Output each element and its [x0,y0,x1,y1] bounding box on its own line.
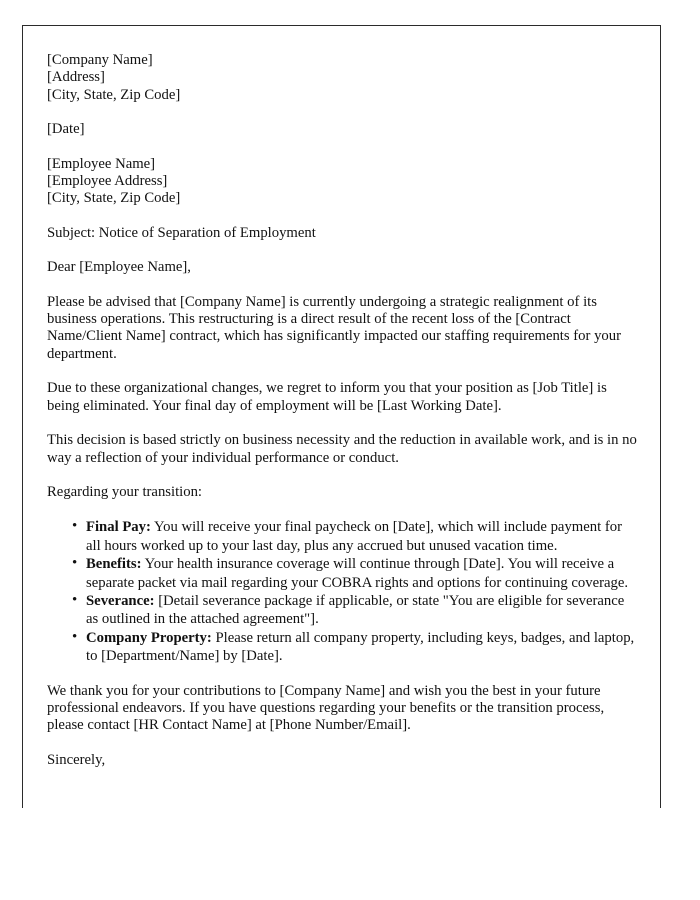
list-item [47,629,637,666]
subject-line: Subject: Notice of Separation of Employment [47,224,316,241]
sender-address: [Address] [47,69,105,86]
bullet-body [86,556,628,590]
closing-paragraph: We thank you for your contributions to [Company Name] and wish you the best in your future professional endeavors. If you have questions regarding your benefits or the transition process, please contact [HR Contact Name] at [Phone Number/Email]. [47,682,605,734]
transition-lead-line: Regarding your transition: [47,483,203,500]
body-paragraph-2: Due to these organizational changes, we regret to inform you that your position as [Job Title] is being eliminated. Your final day of employment will be [Last Working Date]. [47,380,607,414]
bullet-point-icon: • [72,518,78,535]
sender-company-name: [Company Name] [47,52,153,68]
document-body [23,26,660,769]
date-line: [Date] [47,121,85,138]
bullet-point-icon: • [72,628,78,645]
bullet-label: Company Property: [86,629,212,646]
transition-bullet-list [47,518,637,665]
recipient-name: [Employee Name] [47,155,156,172]
bullet-detail: Your health insurance coverage will continue through [Date]. You will receive a separate packet via mail regarding your COBRA rights and options for continuing coverage. [86,556,629,591]
list-item [47,592,637,629]
bullet-body [86,630,634,664]
date-block [47,121,637,138]
recipient-city-state-zip: [City, State, Zip Code] [47,190,181,207]
bullet-body [86,593,624,627]
salutation-line: Dear [Employee Name], [47,259,191,276]
bullet-point-icon: • [72,591,78,608]
body-paragraph-3: This decision is based strictly on business necessity and the reduction in available work, and is in no way a reflection of your individual performance or conduct. [47,432,637,466]
document-page [22,25,661,808]
sign-off-line: Sincerely, [47,751,106,768]
list-item [47,518,637,555]
sender-city-state-zip: [City, State, Zip Code] [47,86,181,103]
bullet-label: Final Pay: [86,519,151,536]
sender-address-block [47,52,637,104]
bullet-body [86,519,622,553]
recipient-address: [Employee Address] [47,173,168,190]
bullet-detail: Please return all company property, including keys, badges, and laptop, to [Department/Name] by [Date]. [86,629,635,665]
recipient-address-block [47,156,637,208]
body-paragraph-1: Please be advised that [Company Name] is currently undergoing a strategic realignment of its business operations. This restructuring is a direct result of the recent loss of the [Contract Name/Client Name] contract, which has significantly impacted our staffing requirements for your department. [47,293,621,362]
bullet-label: Severance: [86,592,155,609]
bullet-label: Benefits: [86,556,142,573]
bullet-point-icon: • [72,555,78,572]
bullet-detail: You will receive your final paycheck on [Date], which will include payment for all hours worked up to your last day, plus any accrued but unused vacation time. [86,519,622,554]
list-item [47,555,637,592]
bullet-detail: [Detail severance package if applicable, or state "You are eligible for severance as outlined in the attached agreement"]. [86,592,625,628]
